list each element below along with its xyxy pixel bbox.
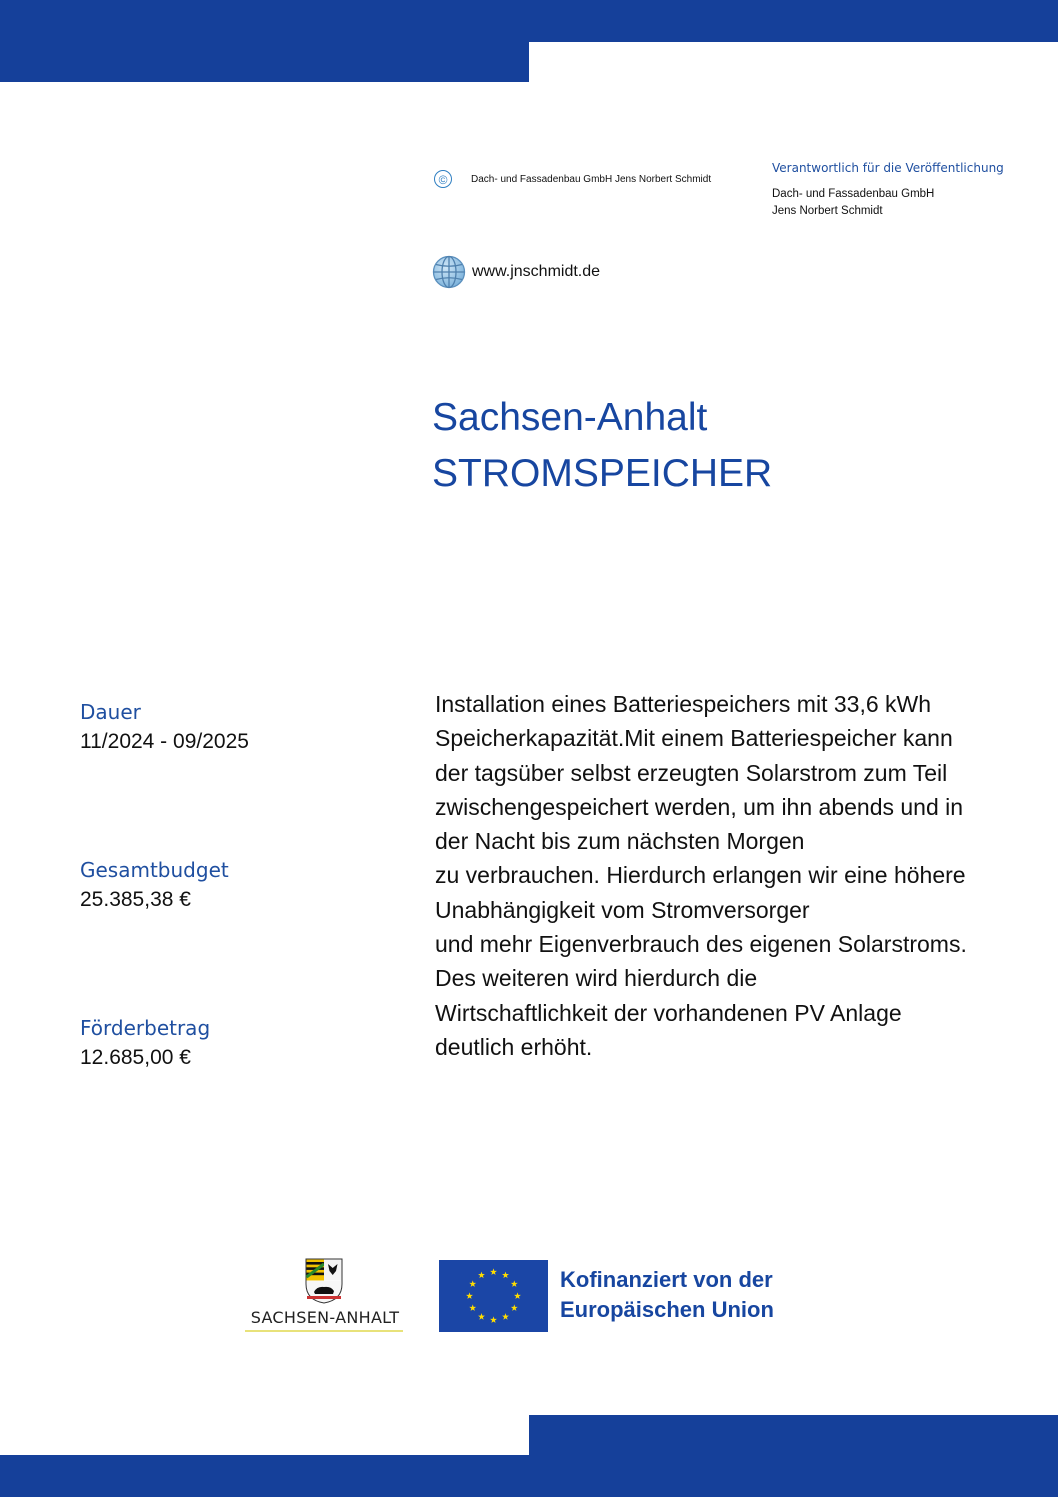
copyright-row <box>434 170 711 188</box>
responsible-line: Jens Norbert Schmidt <box>772 205 883 217</box>
state-underline <box>245 1330 403 1332</box>
description-line: der Nacht bis zum nächsten Morgen <box>435 828 805 855</box>
description-line: zwischengespeichert werden, um ihn abends und in <box>435 793 964 820</box>
budget-block <box>80 858 229 912</box>
responsible-block <box>772 161 1004 220</box>
title-project: STROMSPEICHER <box>432 452 773 495</box>
copyright-holder: Dach- und Fassadenbau GmbH Jens Norbert Schmidt <box>471 173 712 185</box>
description-line: der tagsüber selbst erzeugten Solarstrom zum Teil <box>435 759 948 786</box>
funding-label: Förderbetrag <box>80 1016 211 1040</box>
duration-value: 11/2024 - 09/2025 <box>80 730 249 753</box>
description-line: und mehr Eigenverbrauch des eigenen Solarstroms. <box>435 931 967 958</box>
bottom-band-half <box>529 1415 1058 1455</box>
budget-value: 25.385,38 € <box>80 888 191 911</box>
eu-text-line: Europäischen Union <box>560 1297 774 1322</box>
website-row[interactable] <box>432 255 600 289</box>
eu-text-line: Kofinanziert von der <box>560 1267 773 1292</box>
copyright-icon: © <box>434 170 452 188</box>
globe-icon <box>432 255 466 289</box>
description-line: deutlich erhöht. <box>435 1033 593 1060</box>
responsible-label: Verantwortlich für die Veröffentlichung <box>772 161 1004 175</box>
website-link[interactable]: www.jnschmidt.de <box>472 263 601 280</box>
description-line: Installation eines Batteriespeichers mit 33,6 kWh <box>435 691 932 717</box>
top-band-half <box>0 42 529 82</box>
bottom-band-full <box>0 1455 1058 1497</box>
page-title <box>432 390 772 502</box>
title-region: Sachsen-Anhalt <box>432 396 708 439</box>
project-description <box>435 687 1035 1064</box>
eu-flag-icon <box>439 1260 548 1332</box>
description-line: zu verbrauchen. Hierdurch erlangen wir eine höhere <box>435 862 966 889</box>
duration-block <box>80 700 249 754</box>
budget-label: Gesamtbudget <box>80 858 229 882</box>
description-line: Unabhängigkeit vom Stromversorger <box>435 896 810 923</box>
coat-of-arms-icon <box>305 1258 343 1304</box>
state-name: SACHSEN-ANHALT <box>250 1308 400 1327</box>
duration-label: Dauer <box>80 700 141 724</box>
sachsen-anhalt-logo <box>245 1258 405 1334</box>
funding-value: 12.685,00 € <box>80 1046 191 1069</box>
funding-block <box>80 1016 210 1070</box>
description-line: Wirtschaftlichkeit der vorhandenen PV Anlage <box>435 999 902 1026</box>
eu-cofinance-text <box>560 1265 774 1325</box>
description-line: Des weiteren wird hierdurch die <box>435 965 758 992</box>
responsible-line: Dach- und Fassadenbau GmbH <box>772 188 935 200</box>
description-line: Speicherkapazität.Mit einem Batteriespeicher kann <box>435 725 953 752</box>
top-band-full <box>0 0 1058 42</box>
